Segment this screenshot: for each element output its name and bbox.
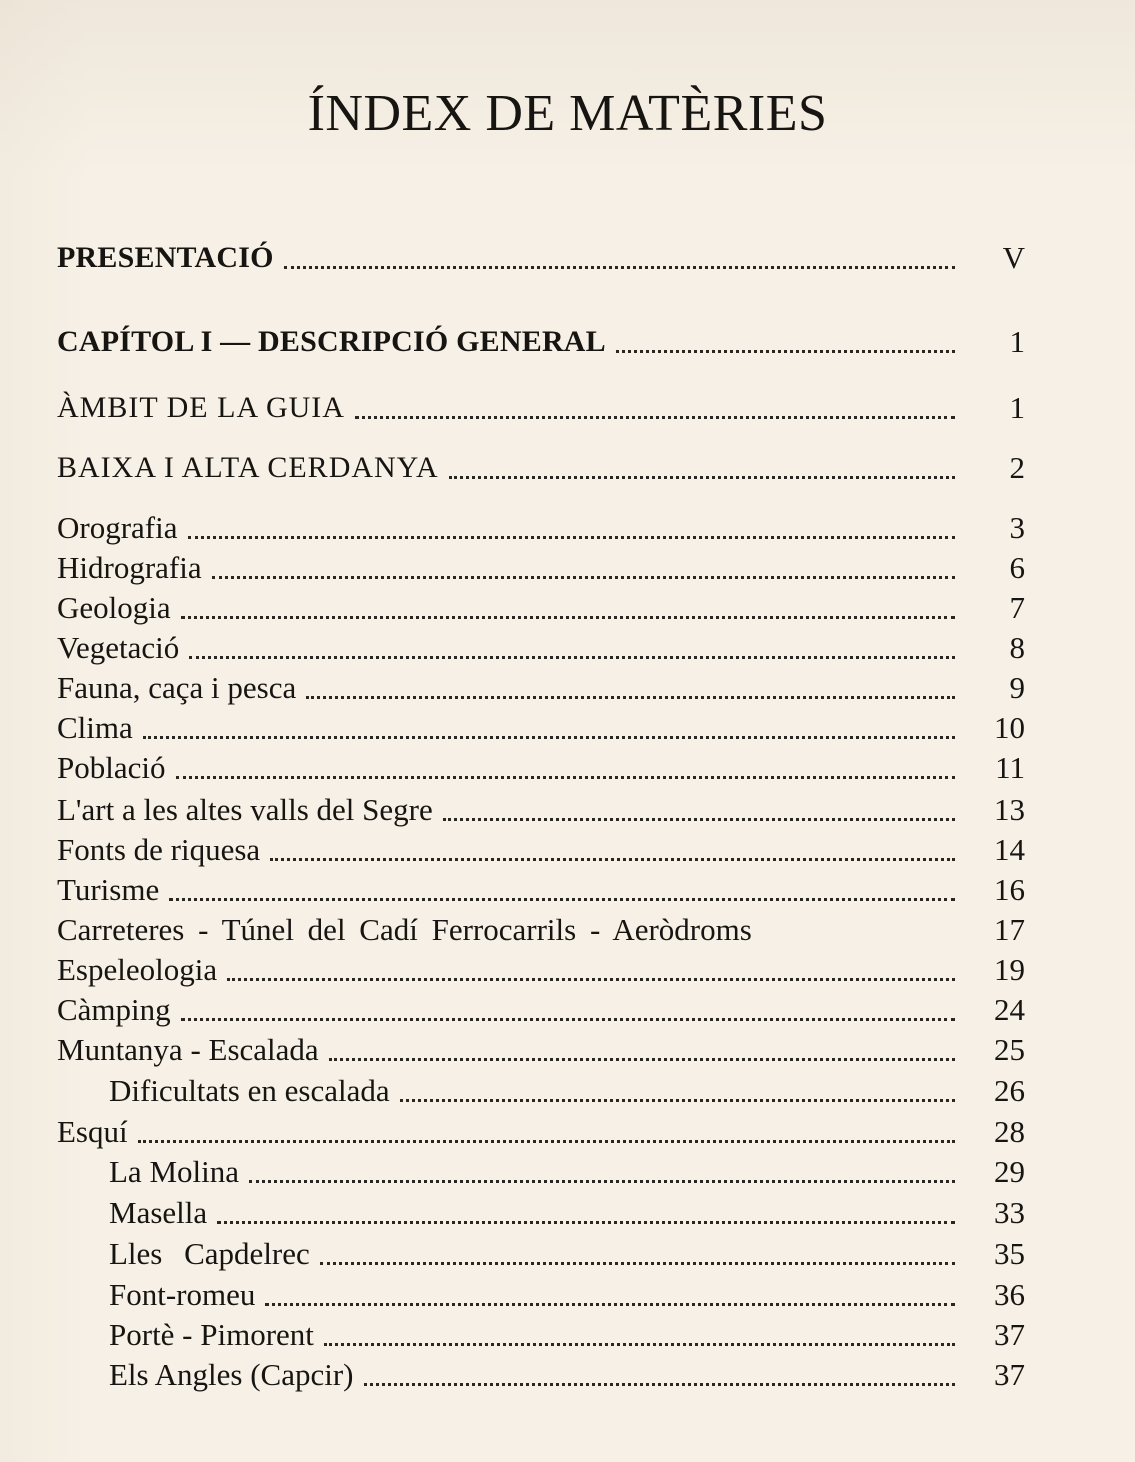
toc-entry-label: Geologia — [57, 590, 171, 625]
toc-entry-page: 25 — [994, 1032, 1025, 1067]
leader-dots — [449, 476, 955, 479]
toc-entry-fauna — [57, 663, 1025, 703]
toc-entry-art — [57, 785, 1025, 825]
toc-entry-page: 28 — [994, 1114, 1025, 1149]
toc-entry-label: Orografia — [57, 510, 178, 545]
toc-entry-page: 26 — [994, 1073, 1025, 1108]
toc-entry-fonts-riquesa — [57, 825, 1025, 865]
leader-dots — [181, 616, 955, 619]
leader-dots — [217, 1221, 955, 1224]
toc-entry-font-romeu — [57, 1270, 1025, 1310]
toc-entry-page: 1 — [1009, 390, 1025, 425]
toc-entry-page: 33 — [994, 1195, 1025, 1230]
toc-entry-vegetacio — [57, 623, 1025, 663]
toc-entry-label: Turisme — [57, 872, 160, 907]
toc-entry-label: Clima — [57, 710, 133, 745]
leader-dots — [306, 696, 955, 699]
toc-entry-porte-pimorent — [57, 1310, 1025, 1350]
toc-entry-page: V — [1002, 240, 1025, 275]
toc-entry-label: Lles Capdelrec — [109, 1236, 310, 1271]
toc-entry-page: 11 — [995, 750, 1025, 785]
toc-entry-turisme — [57, 865, 1025, 905]
toc-entry-label: La Molina — [109, 1154, 239, 1189]
toc-entry-label: Vegetació — [57, 630, 180, 665]
toc-entry-hidrografia — [57, 543, 1025, 583]
toc-entry-label: CAPÍTOL I — DESCRIPCIÓ GENERAL — [57, 325, 606, 358]
leader-dots — [227, 978, 955, 981]
leader-dots — [364, 1383, 955, 1386]
page-title: ÍNDEX DE MATÈRIES — [307, 85, 828, 142]
leader-dots — [320, 1262, 955, 1265]
toc-entry-lles-capdelrec — [57, 1229, 1025, 1269]
toc-entry-page: 17 — [994, 912, 1025, 947]
leader-dots — [249, 1180, 955, 1183]
leader-dots — [176, 776, 956, 779]
toc-entry-page: 36 — [994, 1277, 1025, 1312]
toc-entry-capitol-i — [57, 317, 1025, 357]
leader-dots — [181, 1018, 955, 1021]
toc-entry-espeleologia — [57, 945, 1025, 985]
toc-entry-els-angles — [57, 1350, 1025, 1390]
toc-entry-camping — [57, 985, 1025, 1025]
toc-entry-label: PRESENTACIÓ — [57, 241, 274, 274]
toc-entry-page: 37 — [994, 1317, 1025, 1352]
toc-entry-label: Muntanya - Escalada — [57, 1032, 319, 1067]
toc-entry-page: 10 — [994, 710, 1025, 745]
toc-entry-masella — [57, 1188, 1025, 1228]
toc-entry-label: Fonts de riquesa — [57, 832, 261, 867]
leader-dots — [138, 1140, 955, 1143]
toc-entry-muntanya — [57, 1025, 1025, 1065]
toc-entry-label: Els Angles (Capcir) — [109, 1357, 354, 1392]
leader-dots — [265, 1303, 955, 1306]
leader-dots — [169, 898, 955, 901]
leader-dots — [324, 1343, 955, 1346]
toc-entry-page: 1 — [1009, 324, 1025, 359]
toc-entry-label: Portè - Pimorent — [109, 1317, 314, 1352]
toc-entry-label: Hidrografia — [57, 550, 202, 585]
toc-entry-label: Carreteres - Túnel del Cadí Ferrocarrils - Aeròdroms — [57, 912, 752, 947]
toc-entry-label: Esquí — [57, 1114, 128, 1149]
toc-entry-esqui — [57, 1107, 1025, 1147]
leader-dots — [400, 1099, 955, 1102]
toc-entry-poblacio — [57, 743, 1025, 783]
leader-dots — [188, 536, 956, 539]
toc-entry-label: Espeleologia — [57, 952, 218, 987]
toc-entry-label: Dificultats en escalada — [109, 1073, 390, 1108]
toc-entry-label: BAIXA I ALTA CERDANYA — [57, 451, 439, 484]
toc-entry-page: 29 — [994, 1154, 1025, 1189]
leader-dots — [616, 350, 955, 353]
toc-entry-label: Masella — [109, 1195, 208, 1230]
toc-entry-page: 19 — [994, 952, 1025, 987]
toc-entry-carreteres — [57, 905, 1025, 945]
toc-entry-ambit — [57, 383, 1025, 423]
toc-entry-page: 24 — [994, 992, 1025, 1027]
toc-entry-page: 37 — [994, 1357, 1025, 1392]
toc-entry-page: 16 — [994, 872, 1025, 907]
leader-dots — [284, 266, 955, 269]
toc-entry-la-molina — [57, 1147, 1025, 1187]
toc-entry-geologia — [57, 583, 1025, 623]
toc-entry-label: L'art a les altes valls del Segre — [57, 792, 433, 827]
toc-entry-label: Càmping — [57, 992, 171, 1027]
leader-dots — [189, 656, 955, 659]
leader-dots — [270, 858, 955, 861]
toc-entry-clima — [57, 703, 1025, 743]
toc-entry-label: Fauna, caça i pesca — [57, 670, 297, 705]
toc-entry-page: 14 — [994, 832, 1025, 867]
toc-entry-page: 2 — [1009, 450, 1025, 485]
leader-dots — [143, 736, 955, 739]
toc-entry-orografia — [57, 503, 1025, 543]
toc-entry-page: 8 — [1009, 630, 1025, 665]
toc-entry-page: 3 — [1009, 510, 1025, 545]
toc-entry-page: 9 — [1009, 670, 1025, 705]
toc-entry-page: 6 — [1009, 550, 1025, 585]
toc-entry-dificultats — [57, 1066, 1025, 1106]
toc-entry-baixa-alta — [57, 443, 1025, 483]
toc-entry-label: Població — [57, 750, 166, 785]
leader-dots — [212, 576, 955, 579]
toc-entry-label: Font-romeu — [109, 1277, 256, 1312]
toc-entry-page: 13 — [994, 792, 1025, 827]
leader-dots — [329, 1058, 955, 1061]
toc-entry-page: 35 — [994, 1236, 1025, 1271]
toc-entry-presentacio — [57, 233, 1025, 273]
toc-entry-page: 7 — [1009, 590, 1025, 625]
leader-dots — [443, 818, 955, 821]
leader-dots — [355, 416, 955, 419]
toc-entry-label: ÀMBIT DE LA GUIA — [57, 391, 345, 424]
